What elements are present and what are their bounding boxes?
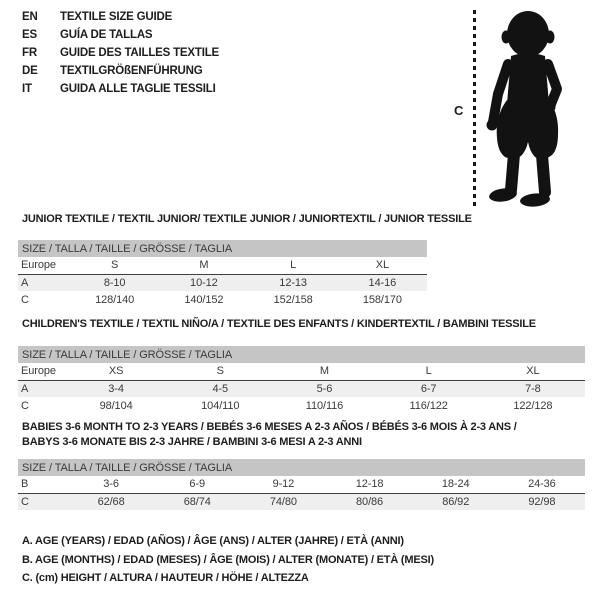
- language-row-fr: [22, 44, 219, 62]
- language-title: GUIDE DES TAILLES TEXTILE: [60, 47, 219, 59]
- size-header-label: SIZE / TALLA / TAILLE / GRÖSSE / TAGLIA: [18, 459, 585, 476]
- table-cell: 8-10: [70, 274, 159, 291]
- table-row-height: [18, 291, 427, 308]
- table-cell: 3-6: [68, 476, 154, 493]
- table-cell: M: [272, 363, 376, 380]
- size-header-label: SIZE / TALLA / TAILLE / GRÖSSE / TAGLIA: [18, 346, 585, 363]
- table-cell: 6-7: [377, 380, 481, 397]
- table-cell: 10-12: [159, 274, 248, 291]
- row-label: Europe: [18, 257, 70, 274]
- junior-section-title: JUNIOR TEXTILE / TEXTIL JUNIOR/ TEXTILE JUNIOR / JUNIORTEXTIL / JUNIOR TESSILE: [22, 213, 472, 225]
- row-label: C: [18, 493, 68, 510]
- table-cell: 12-18: [326, 476, 412, 493]
- language-code: IT: [22, 83, 32, 95]
- table-row-europe: [18, 363, 585, 380]
- table-cell: 6-9: [154, 476, 240, 493]
- table-cell: 152/158: [273, 293, 313, 306]
- table-cell: S: [168, 363, 272, 380]
- language-row-de: [22, 62, 219, 80]
- table-row-height: [18, 397, 585, 414]
- legend-line-a: A. AGE (YEARS) / EDAD (AÑOS) / ÂGE (ANS) / ALTER (JAHRE) / ETÀ (ANNI): [22, 535, 404, 547]
- row-label: A: [18, 380, 64, 397]
- dashed-measure-line: [473, 10, 476, 206]
- table-cell: XL: [338, 257, 427, 274]
- table-cell: L: [377, 363, 481, 380]
- height-measure-figure: [440, 0, 600, 212]
- babies-size-table: [18, 459, 585, 510]
- table-row-age: [18, 274, 427, 291]
- measurement-legend: [22, 532, 434, 588]
- junior-size-table: [18, 240, 427, 308]
- language-title: GUIDA ALLE TAGLIE TESSILI: [60, 83, 216, 95]
- table-cell: XS: [64, 363, 168, 380]
- table-row-europe: [18, 257, 427, 274]
- legend-line-b: B. AGE (MONTHS) / EDAD (MESES) / ÂGE (MOIS) / ALTER (MONATE) / ETÀ (MESI): [22, 553, 434, 566]
- size-header-bar: [18, 459, 585, 476]
- babies-title-line-2: BABYS 3-6 MONATE BIS 2-3 JAHRE / BAMBINI 3-6 MESI A 2-3 ANNI: [22, 435, 362, 448]
- babies-title-line-1: BABIES 3-6 MONTH TO 2-3 YEARS / BEBÉS 3-6 MESES A 2-3 AÑOS / BÉBÉS 3-6 MOIS À 2-3 ANS /: [22, 421, 517, 433]
- language-code: FR: [22, 47, 37, 59]
- table-cell: 158/170: [362, 293, 402, 306]
- language-title: GUÍA DE TALLAS: [60, 29, 153, 41]
- table-cell: 5-6: [272, 380, 376, 397]
- size-header-label: SIZE / TALLA / TAILLE / GRÖSSE / TAGLIA: [18, 240, 427, 257]
- table-cell: 92/98: [499, 493, 585, 510]
- legend-line-c: C. (cm) HEIGHT / ALTURA / HAUTEUR / HÖHE / ALTEZZA: [22, 572, 309, 584]
- table-cell: 122/128: [513, 399, 553, 412]
- table-cell: 98/104: [99, 399, 133, 412]
- table-cell: XL: [481, 363, 585, 380]
- table-cell: 3-4: [64, 380, 168, 397]
- language-row-en: [22, 8, 219, 26]
- table-cell: 12-13: [249, 274, 338, 291]
- table-cell: 9-12: [240, 476, 326, 493]
- table-cell: S: [70, 257, 159, 274]
- table-row-months: [18, 476, 585, 493]
- table-row-height: [18, 493, 585, 510]
- table-row-age: [18, 380, 585, 397]
- babies-section-title: [22, 420, 517, 449]
- table-cell: 104/110: [201, 399, 240, 412]
- table-cell: 14-16: [338, 274, 427, 291]
- language-code: ES: [22, 29, 37, 41]
- table-cell: 86/92: [413, 493, 499, 510]
- toddler-silhouette-icon: [481, 4, 571, 208]
- children-section-title: CHILDREN'S TEXTILE / TEXTIL NIÑO/A / TEXTILE DES ENFANTS / KINDERTEXTIL / BAMBINI TESSILE: [22, 318, 536, 330]
- table-cell: M: [159, 257, 248, 274]
- language-title: TEXTILE SIZE GUIDE: [60, 11, 173, 23]
- row-label: A: [18, 274, 70, 291]
- row-label: B: [18, 476, 68, 493]
- language-code: DE: [22, 65, 38, 77]
- table-cell: 128/140: [95, 293, 135, 306]
- row-label: C: [21, 399, 29, 412]
- table-cell: 140/152: [184, 293, 224, 306]
- table-cell: 116/122: [409, 399, 448, 412]
- size-header-bar: [18, 346, 585, 363]
- row-label: C: [21, 293, 29, 306]
- table-cell: 68/74: [154, 493, 240, 510]
- language-row-it: [22, 80, 219, 98]
- table-cell: 110/116: [305, 399, 344, 412]
- children-size-table: [18, 346, 585, 414]
- language-code: EN: [22, 11, 38, 23]
- language-title: TEXTILGRÖßENFÜHRUNG: [60, 65, 203, 77]
- size-header-bar: [18, 240, 427, 257]
- table-cell: 18-24: [413, 476, 499, 493]
- measure-c-label: C: [454, 103, 464, 118]
- table-cell: 7-8: [481, 380, 585, 397]
- table-cell: 74/80: [240, 493, 326, 510]
- table-cell: 24-36: [499, 476, 585, 493]
- table-cell: 80/86: [326, 493, 412, 510]
- table-cell: 4-5: [168, 380, 272, 397]
- row-label: Europe: [18, 363, 64, 380]
- table-cell: L: [249, 257, 338, 274]
- language-title-list: [22, 8, 219, 98]
- table-cell: 62/68: [68, 493, 154, 510]
- language-row-es: [22, 26, 219, 44]
